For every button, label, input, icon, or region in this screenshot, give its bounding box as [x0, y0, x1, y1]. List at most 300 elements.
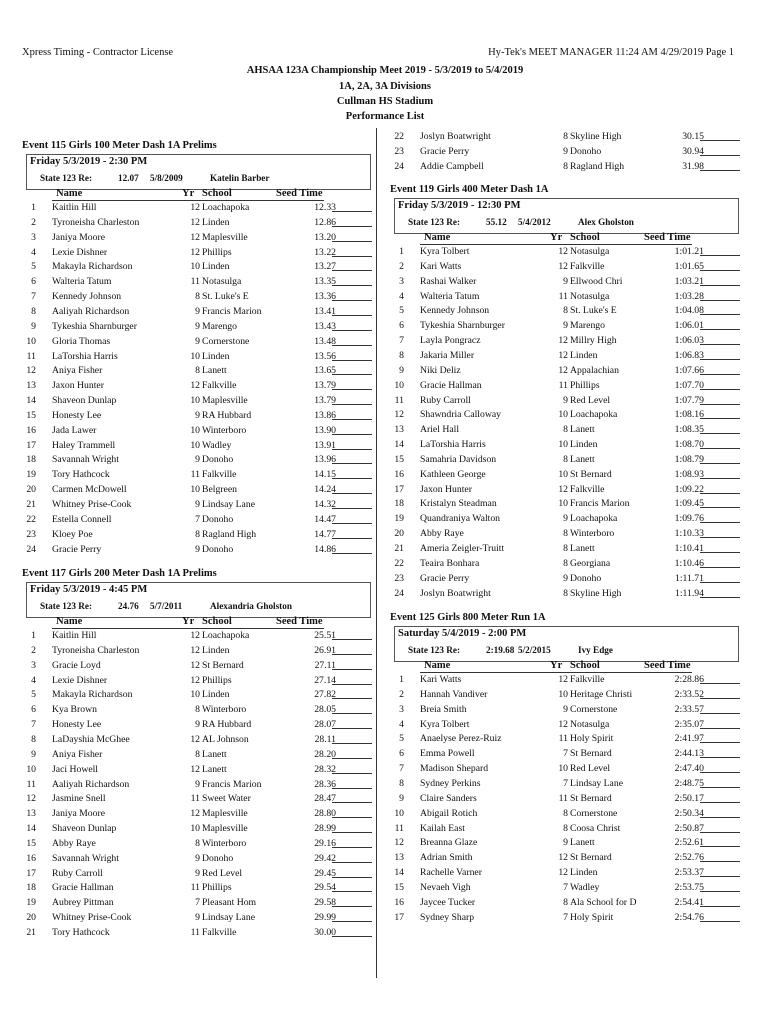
athlete-school: Linden — [202, 689, 230, 701]
athlete-name: Jaxon Hunter — [52, 380, 104, 392]
result-blank-line — [700, 291, 740, 301]
athlete-name: Rashai Walker — [420, 275, 477, 287]
table-row — [390, 513, 746, 528]
athlete-school: Donoho — [570, 145, 602, 157]
athlete-name: Kathleen George — [420, 468, 486, 480]
meet-title: AHSAA 123A Championship Meet 2019 - 5/3/2019 to 5/4/2019 — [246, 65, 524, 76]
seed-time: 1:06.03 — [674, 335, 704, 347]
place-number: 4 — [399, 290, 404, 302]
result-blank-line — [332, 823, 372, 833]
table-row — [22, 779, 378, 794]
athlete-year: 9 — [195, 335, 200, 347]
athlete-year: 8 — [563, 822, 568, 834]
result-blank-line — [700, 365, 740, 375]
result-blank-line — [332, 689, 372, 699]
athlete-year: 9 — [563, 394, 568, 406]
table-row — [390, 778, 746, 793]
place-number: 10 — [394, 379, 404, 391]
athlete-year: 8 — [195, 837, 200, 849]
athlete-name: LaDayshia McGhee — [52, 733, 130, 745]
seed-time: 25.51 — [314, 630, 336, 641]
seed-time: 1:08.79 — [674, 453, 704, 465]
seed-time: 14.47 — [314, 513, 336, 525]
seed-time: 1:08.35 — [674, 424, 704, 436]
place-number: 18 — [26, 454, 36, 466]
athlete-year: 8 — [563, 131, 568, 142]
result-blank-line — [332, 912, 372, 922]
athlete-name: Makayla Richardson — [52, 689, 133, 701]
place-number: 24 — [394, 587, 404, 599]
table-row — [390, 454, 746, 469]
athlete-name: Shawndria Calloway — [420, 409, 501, 421]
athlete-year: 9 — [195, 454, 200, 466]
table-row — [22, 630, 378, 645]
athlete-name: Tykeshia Sharnburger — [420, 320, 505, 332]
athlete-year: 7 — [195, 513, 200, 525]
result-blank-line — [332, 529, 372, 539]
place-number: 14 — [26, 823, 36, 835]
athlete-year: 8 — [195, 748, 200, 760]
seed-time: 13.27 — [314, 261, 336, 273]
event-title: Event 119 Girls 400 Meter Dash 1A — [390, 184, 549, 195]
result-blank-line — [332, 868, 372, 878]
place-number: 6 — [399, 320, 404, 332]
athlete-name: Anaelyse Perez-Ruiz — [420, 733, 502, 745]
seed-time: 2:50.17 — [674, 792, 704, 804]
result-blank-line — [700, 469, 740, 479]
table-row — [390, 469, 746, 484]
athlete-name: Janiya Moore — [52, 231, 105, 243]
place-number: 7 — [31, 719, 36, 731]
athlete-school: Phillips — [202, 674, 232, 686]
athlete-year: 9 — [195, 305, 200, 317]
athlete-school: St Bernard — [570, 792, 612, 804]
athlete-school: Coosa Christ — [570, 822, 621, 834]
table-row — [390, 365, 746, 380]
athlete-school: Notasulga — [570, 246, 610, 257]
place-number: 16 — [394, 468, 404, 480]
result-blank-line — [332, 454, 372, 464]
place-number: 2 — [399, 260, 404, 272]
result-blank-line — [332, 484, 372, 494]
athlete-year: 12 — [558, 246, 568, 257]
athlete-name: Kyra Tolbert — [420, 718, 470, 730]
seed-time: 13.35 — [314, 276, 336, 288]
athlete-name: Kari Watts — [420, 260, 462, 272]
athlete-school: Holy Spirit — [570, 911, 614, 923]
athlete-school: Linden — [202, 644, 230, 656]
result-blank-line — [332, 704, 372, 714]
record-holder: Alexandria Gholston — [210, 601, 292, 611]
table-row — [22, 689, 378, 704]
result-blank-line — [700, 528, 740, 538]
place-number: 12 — [26, 793, 36, 805]
table-row — [390, 719, 746, 734]
seed-time: 12.86 — [314, 216, 336, 228]
seed-time: 29.42 — [314, 852, 336, 864]
athlete-school: St Bernard — [202, 659, 244, 671]
result-blank-line — [332, 645, 372, 655]
result-blank-line — [700, 689, 740, 699]
athlete-school: Winterboro — [202, 837, 247, 849]
seed-time: 29.58 — [314, 897, 336, 909]
athlete-name: Aubrey Pittman — [52, 897, 114, 909]
athlete-year: 9 — [195, 499, 200, 510]
place-number: 3 — [31, 659, 36, 671]
athlete-name: Jasmine Snell — [52, 793, 106, 805]
table-row — [22, 868, 378, 883]
result-blank-line — [700, 778, 740, 788]
table-row — [390, 748, 746, 763]
athlete-name: Gracie Perry — [52, 543, 102, 555]
result-blank-line — [332, 410, 372, 420]
table-row — [390, 837, 746, 852]
seed-time: 28.99 — [314, 823, 336, 835]
place-number: 19 — [26, 469, 36, 481]
table-row — [22, 544, 378, 559]
athlete-year: 8 — [563, 528, 568, 540]
result-blank-line — [332, 232, 372, 242]
athlete-name: Kennedy Johnson — [420, 305, 490, 317]
result-blank-line — [700, 704, 740, 714]
seed-time: 28.36 — [314, 778, 336, 790]
seed-time: 1:03.21 — [674, 275, 704, 287]
table-row — [390, 733, 746, 748]
result-blank-line — [332, 630, 372, 640]
athlete-school: Donoho — [202, 543, 234, 555]
athlete-name: Samahria Davidson — [420, 453, 497, 465]
seed-time: 29.16 — [314, 837, 336, 849]
athlete-school: RA Hubbard — [202, 409, 252, 421]
place-number: 23 — [394, 572, 404, 584]
athlete-name: Gracie Perry — [420, 572, 470, 584]
athlete-year: 9 — [195, 719, 200, 731]
athlete-year: 8 — [195, 291, 200, 303]
place-number: 8 — [399, 777, 404, 789]
athlete-year: 8 — [195, 704, 200, 716]
place-number: 7 — [399, 763, 404, 775]
table-row — [390, 261, 746, 276]
athlete-school: Red Level — [202, 867, 243, 879]
athlete-name: Tyroneisha Charleston — [52, 644, 140, 656]
seed-time: 1:07.79 — [674, 394, 704, 406]
seed-time: 2:53.75 — [674, 881, 704, 893]
seed-time: 14.77 — [314, 528, 336, 540]
athlete-name: Ruby Carroll — [420, 394, 471, 406]
place-number: 7 — [399, 335, 404, 347]
seed-time: 1:04.08 — [674, 305, 704, 317]
athlete-school: Loachapoka — [202, 202, 250, 213]
athlete-year: 10 — [190, 823, 200, 835]
table-row — [22, 336, 378, 351]
header-year: Yr — [182, 616, 195, 627]
athlete-name: Makayla Richardson — [52, 261, 133, 273]
athlete-name: Adrian Smith — [420, 852, 473, 864]
athlete-name: Ameria Zeigler-Truitt — [420, 543, 505, 554]
athlete-year: 8 — [563, 807, 568, 819]
athlete-year: 12 — [190, 644, 200, 656]
table-row — [22, 276, 378, 291]
seed-time: 30.94 — [682, 145, 704, 157]
result-blank-line — [700, 882, 740, 892]
athlete-school: Winterboro — [202, 704, 247, 716]
athlete-year: 10 — [558, 688, 568, 700]
meet-divisions: 1A, 2A, 3A Divisions — [339, 81, 431, 92]
athlete-year: 8 — [563, 424, 568, 436]
place-number: 20 — [394, 528, 404, 540]
athlete-name: Honesty Lee — [52, 409, 102, 421]
record-time: 12.07 — [118, 173, 139, 183]
athlete-school: Donoho — [202, 852, 234, 864]
table-row — [390, 763, 746, 778]
seed-time: 2:41.97 — [674, 733, 704, 745]
table-row — [22, 261, 378, 276]
seed-time: 1:06.83 — [674, 349, 704, 361]
place-number: 8 — [399, 349, 404, 361]
result-blank-line — [332, 291, 372, 301]
header-name: Name — [424, 232, 451, 243]
place-number: 13 — [394, 424, 404, 436]
athlete-name: Sydney Sharp — [420, 911, 475, 923]
athlete-year: 10 — [190, 395, 200, 407]
seed-time: 1:07.70 — [674, 379, 704, 391]
athlete-name: Haley Trammell — [52, 439, 116, 451]
place-number: 5 — [399, 305, 404, 317]
place-number: 15 — [394, 453, 404, 465]
athlete-name: Kaitlin Hill — [52, 630, 97, 641]
place-number: 19 — [26, 897, 36, 909]
athlete-year: 11 — [190, 882, 200, 894]
seed-time: 13.79 — [314, 380, 336, 392]
place-number: 11 — [26, 350, 36, 362]
athlete-year: 12 — [190, 231, 200, 243]
athlete-name: Aaliyah Richardson — [52, 305, 130, 317]
seed-time: 28.07 — [314, 719, 336, 731]
result-blank-line — [332, 897, 372, 907]
event-date-time: Saturday 5/4/2019 - 2:00 PM — [398, 628, 527, 639]
seed-time: 14.86 — [314, 543, 336, 555]
athlete-year: 12 — [558, 718, 568, 730]
result-blank-line — [332, 779, 372, 789]
place-number: 14 — [394, 867, 404, 879]
result-blank-line — [332, 217, 372, 227]
seed-time: 1:01.21 — [674, 246, 704, 257]
result-blank-line — [700, 246, 740, 256]
result-blank-line — [332, 306, 372, 316]
athlete-school: Cornerstone — [570, 703, 618, 715]
result-blank-line — [700, 763, 740, 773]
seed-time: 2:50.87 — [674, 822, 704, 834]
athlete-name: Jaxon Hunter — [420, 483, 472, 495]
athlete-name: Gracie Loyd — [52, 659, 101, 671]
result-blank-line — [332, 351, 372, 361]
athlete-name: Claire Sanders — [420, 792, 477, 804]
record-label: State 123 Re: — [40, 601, 93, 611]
seed-time: 1:03.28 — [674, 290, 704, 302]
athlete-name: Addie Campbell — [420, 160, 484, 172]
athlete-school: Cornerstone — [570, 807, 618, 819]
result-blank-line — [332, 793, 372, 803]
table-row — [22, 764, 378, 779]
athlete-school: RA Hubbard — [202, 719, 252, 731]
place-number: 13 — [26, 380, 36, 392]
seed-time: 1:09.45 — [674, 498, 704, 510]
result-blank-line — [700, 719, 740, 729]
place-number: 20 — [26, 484, 36, 496]
athlete-name: Lexie Dishner — [52, 674, 108, 686]
seed-time: 13.86 — [314, 409, 336, 421]
athlete-school: Ragland High — [202, 528, 257, 540]
athlete-school: Skyline High — [570, 587, 622, 599]
athlete-name: Tory Hathcock — [52, 469, 110, 481]
place-number: 19 — [394, 513, 404, 525]
athlete-year: 9 — [563, 572, 568, 584]
place-number: 16 — [394, 896, 404, 908]
athlete-name: Kyra Tolbert — [420, 246, 470, 257]
place-number: 9 — [31, 320, 36, 332]
athlete-name: Jaci Howell — [52, 763, 99, 775]
athlete-name: Aniya Fisher — [52, 748, 103, 760]
athlete-school: Francis Marion — [202, 778, 262, 790]
athlete-year: 8 — [563, 453, 568, 465]
seed-time: 13.41 — [314, 305, 336, 317]
seed-time: 28.80 — [314, 808, 336, 820]
place-number: 15 — [26, 409, 36, 421]
table-row — [22, 321, 378, 336]
place-number: 21 — [394, 543, 404, 554]
athlete-year: 9 — [563, 320, 568, 332]
place-number: 15 — [26, 837, 36, 849]
result-blank-line — [700, 748, 740, 758]
result-blank-line — [332, 261, 372, 271]
result-blank-line — [332, 469, 372, 479]
athlete-year: 7 — [563, 881, 568, 893]
athlete-year: 10 — [558, 498, 568, 510]
athlete-school: Holy Spirit — [570, 733, 614, 745]
place-number: 12 — [394, 837, 404, 849]
athlete-year: 12 — [558, 483, 568, 495]
place-number: 8 — [31, 733, 36, 745]
athlete-year: 9 — [195, 912, 200, 924]
athlete-school: Lindsay Lane — [570, 777, 623, 789]
athlete-year: 9 — [563, 145, 568, 157]
athlete-name: Jada Lawer — [52, 424, 97, 436]
place-number: 14 — [26, 395, 36, 407]
athlete-school: Sweet Water — [202, 793, 251, 805]
athlete-school: Lanett — [570, 453, 595, 465]
table-row — [22, 793, 378, 808]
result-blank-line — [700, 146, 740, 156]
result-blank-line — [700, 674, 740, 684]
place-number: 3 — [31, 231, 36, 243]
place-number: 4 — [31, 674, 36, 686]
result-blank-line — [332, 734, 372, 744]
athlete-year: 7 — [195, 897, 200, 909]
athlete-school: Falkville — [570, 483, 605, 495]
event-title: Event 115 Girls 100 Meter Dash 1A Prelims — [22, 140, 217, 151]
athlete-name: Tykeshia Sharnburger — [52, 320, 137, 332]
seed-time: 28.32 — [314, 763, 336, 775]
result-blank-line — [332, 838, 372, 848]
document-subtitle: Performance List — [345, 111, 425, 122]
seed-time: 2:44.13 — [674, 748, 704, 760]
athlete-name: Tyroneisha Charleston — [52, 216, 140, 228]
seed-time: 13.65 — [314, 365, 336, 377]
seed-time: 12.33 — [314, 202, 336, 213]
seed-time: 14.32 — [314, 499, 336, 510]
seed-time: 29.99 — [314, 912, 336, 924]
place-number: 24 — [26, 543, 36, 555]
athlete-year: 9 — [563, 703, 568, 715]
athlete-school: Wadley — [202, 439, 232, 451]
athlete-name: Joslyn Boatwright — [420, 587, 491, 599]
place-number: 21 — [26, 927, 36, 938]
athlete-school: Linden — [202, 261, 230, 273]
athlete-name: Teaira Bonhara — [420, 557, 480, 569]
result-blank-line — [700, 852, 740, 862]
seed-time: 1:08.70 — [674, 439, 704, 451]
athlete-school: Notasulga — [570, 290, 610, 302]
table-row — [390, 320, 746, 335]
place-number: 6 — [399, 748, 404, 760]
result-blank-line — [700, 454, 740, 464]
athlete-name: Jaycee Tucker — [420, 896, 476, 908]
header-name: Name — [424, 660, 451, 671]
athlete-name: Lexie Dishner — [52, 246, 108, 258]
place-number: 22 — [394, 131, 404, 142]
table-row — [22, 675, 378, 690]
table-row — [390, 674, 746, 689]
result-blank-line — [700, 733, 740, 743]
seed-time: 1:09.76 — [674, 513, 704, 525]
seed-time: 13.91 — [314, 439, 336, 451]
place-number: 23 — [26, 528, 36, 540]
table-row — [22, 660, 378, 675]
place-number: 23 — [394, 145, 404, 157]
table-row — [22, 529, 378, 544]
event-date-time: Friday 5/3/2019 - 4:45 PM — [30, 584, 148, 595]
table-row — [390, 305, 746, 320]
athlete-name: Kloey Poe — [52, 528, 93, 540]
result-blank-line — [700, 808, 740, 818]
result-blank-line — [700, 513, 740, 523]
result-blank-line — [700, 439, 740, 449]
header-underline — [52, 200, 324, 201]
result-blank-line — [332, 499, 372, 509]
record-time: 55.12 — [486, 217, 507, 227]
place-number: 7 — [31, 291, 36, 303]
athlete-school: Ragland High — [570, 160, 625, 172]
athlete-name: Sydney Perkins — [420, 777, 481, 789]
athlete-name: Estella Connell — [52, 513, 112, 525]
athlete-school: Notasulga — [202, 276, 242, 288]
athlete-year: 12 — [190, 380, 200, 392]
athlete-school: Ellwood Chri — [570, 275, 623, 287]
seed-time: 2:35.07 — [674, 718, 704, 730]
table-row — [390, 808, 746, 823]
seed-time: 1:06.01 — [674, 320, 704, 332]
seed-time: 13.56 — [314, 350, 336, 362]
place-number: 13 — [26, 808, 36, 820]
table-row — [390, 823, 746, 838]
result-blank-line — [332, 276, 372, 286]
result-blank-line — [332, 764, 372, 774]
athlete-year: 11 — [558, 733, 568, 745]
result-blank-line — [332, 380, 372, 390]
place-number: 10 — [394, 807, 404, 819]
athlete-school: Marengo — [570, 320, 605, 332]
place-number: 3 — [399, 703, 404, 715]
